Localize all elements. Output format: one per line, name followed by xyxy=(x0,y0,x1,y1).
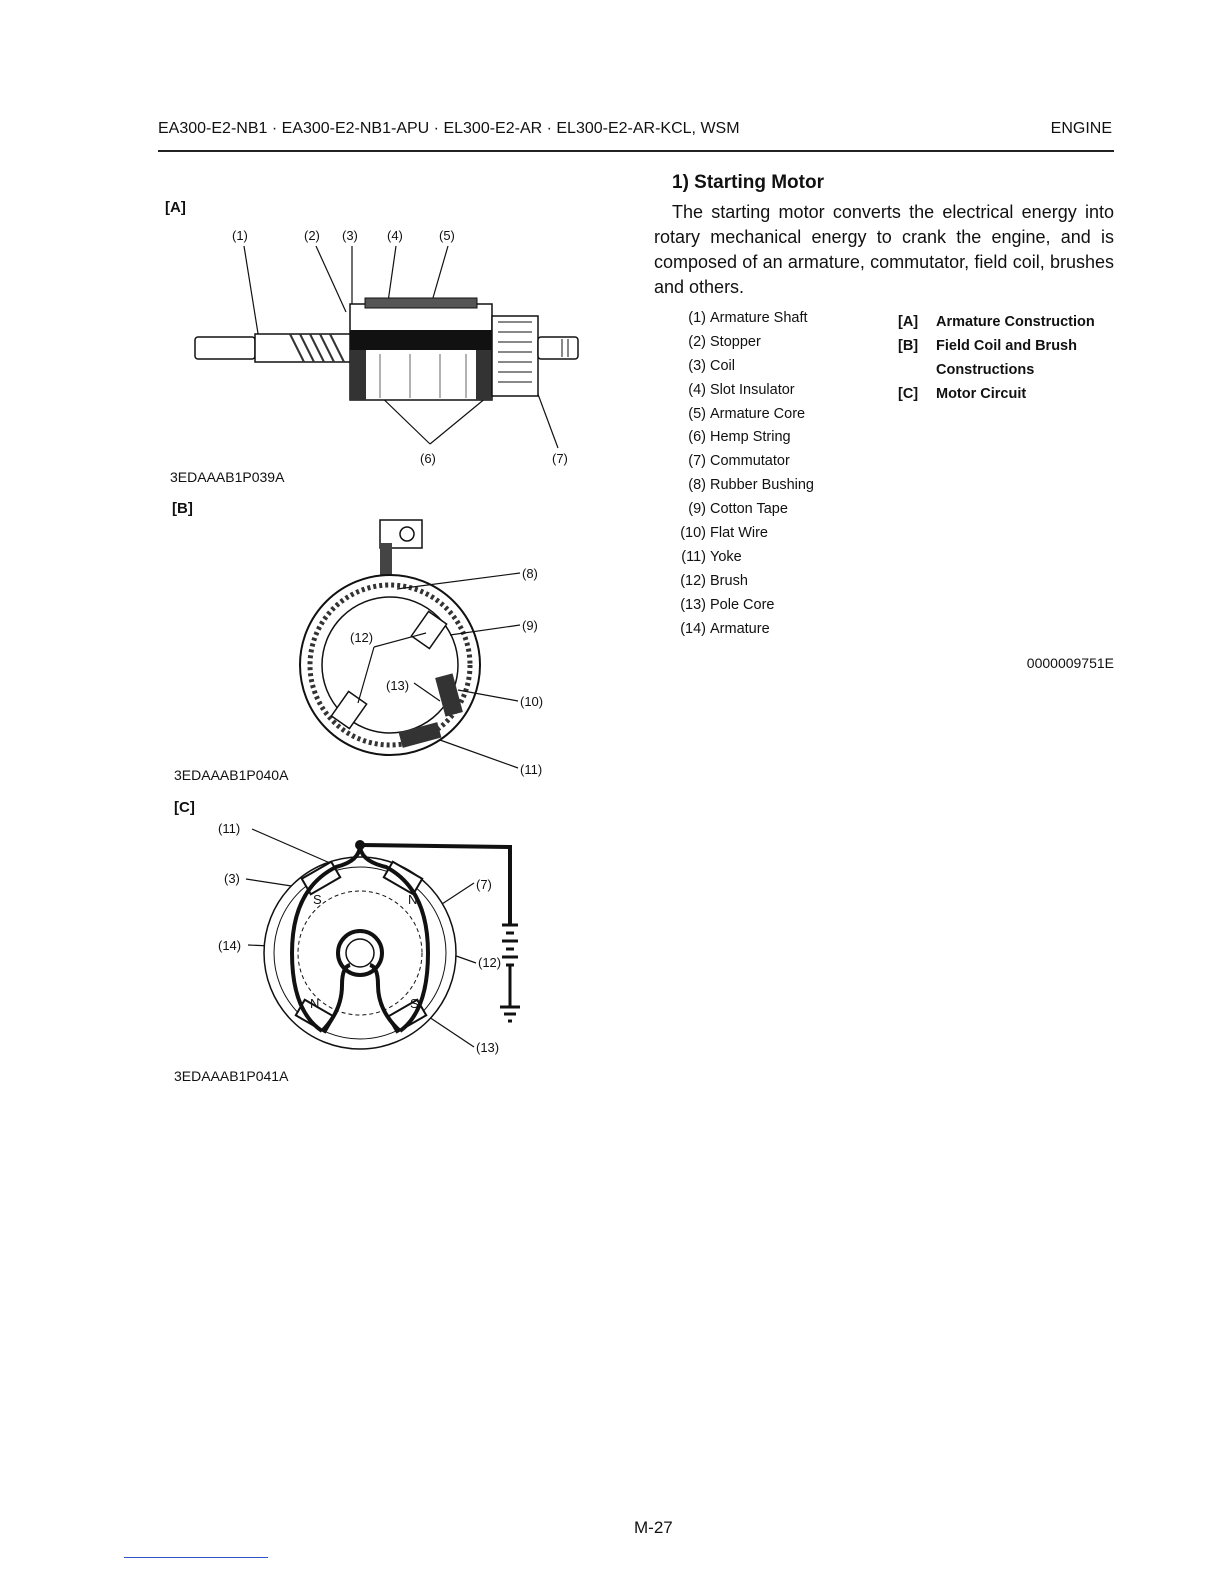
figure-a-label: [A] xyxy=(165,199,186,216)
callout-c-11: (11) xyxy=(218,821,241,836)
figure-c-code: 3EDAAAB1P041A xyxy=(174,1068,289,1084)
list-item: (3) Coil xyxy=(688,357,735,374)
field-coil-brush-figure xyxy=(290,515,560,785)
callout-7: (7) xyxy=(552,451,568,466)
section-body: The starting motor converts the electrical energy into rotary mechanical energy to crank the engine, and is composed of an armature, commutator, field coil, brushes and others. xyxy=(654,202,1114,297)
list-item: (5) Armature Core xyxy=(688,405,806,422)
list-item: (11) Yoke xyxy=(681,548,742,565)
model-list: EA300-E2-NB1 · EA300-E2-NB1-APU · EL300-E2-AR · EL300-E2-AR-KCL, WSM xyxy=(158,120,740,137)
footer-line xyxy=(124,1557,268,1558)
parts-list xyxy=(664,310,864,644)
callout-4: (4) xyxy=(387,228,403,243)
callout-3: (3) xyxy=(342,228,358,243)
view-item: [C] Motor Circuit xyxy=(898,386,1027,402)
views-legend xyxy=(898,310,1114,406)
figure-c-label: [C] xyxy=(174,799,195,816)
armature-construction-figure xyxy=(180,222,600,472)
view-item: [A] Armature Construction xyxy=(898,314,1095,330)
list-item: (8) Rubber Bushing xyxy=(688,477,814,494)
callout-8: (8) xyxy=(522,566,538,581)
callout-10: (10) xyxy=(520,694,544,709)
page-header xyxy=(158,120,1112,142)
callout-12: (12) xyxy=(350,630,374,645)
list-item: (10) Flat Wire xyxy=(680,525,768,542)
list-item: (2) Stopper xyxy=(688,333,761,350)
callout-13: (13) xyxy=(386,678,410,693)
pole-s-top: S xyxy=(313,892,322,907)
list-item: (4) Slot Insulator xyxy=(688,381,795,398)
callout-1: (1) xyxy=(232,228,248,243)
motor-circuit-figure xyxy=(210,815,540,1060)
figure-a-code: 3EDAAAB1P039A xyxy=(170,469,285,485)
callout-c-14: (14) xyxy=(218,938,242,953)
figure-b-label: [B] xyxy=(172,500,193,517)
callout-9: (9) xyxy=(522,618,538,633)
section-name: ENGINE xyxy=(1050,120,1112,137)
callout-c-12: (12) xyxy=(478,955,502,970)
list-item: (6) Hemp String xyxy=(688,429,791,446)
pole-n-top: N xyxy=(408,892,418,907)
callout-6: (6) xyxy=(420,451,436,466)
document-id: 0000009751E xyxy=(1026,655,1114,671)
list-item: (7) Commutator xyxy=(688,453,790,470)
figure-b-code: 3EDAAAB1P040A xyxy=(174,767,289,783)
page-number: M-27 xyxy=(634,1518,673,1537)
section-title: 1) Starting Motor xyxy=(672,172,824,193)
header-rule xyxy=(158,150,1114,152)
list-item: (14) Armature xyxy=(680,620,770,637)
callout-5: (5) xyxy=(439,228,455,243)
callout-c-7: (7) xyxy=(476,877,492,892)
list-item: (9) Cotton Tape xyxy=(688,501,788,518)
pole-s-bottom: S xyxy=(410,996,419,1011)
callout-11: (11) xyxy=(520,762,543,777)
view-item: [B] Field Coil and Brush Constructions xyxy=(898,338,1077,378)
list-item: (13) Pole Core xyxy=(680,596,775,613)
callout-c-13: (13) xyxy=(476,1040,500,1055)
starting-motor-section xyxy=(654,172,1114,300)
callout-2: (2) xyxy=(304,228,320,243)
list-item: (1) Armature Shaft xyxy=(688,310,808,326)
list-item: (12) Brush xyxy=(680,572,748,589)
callout-c-3: (3) xyxy=(224,871,240,886)
pole-n-bottom: N xyxy=(310,996,320,1011)
